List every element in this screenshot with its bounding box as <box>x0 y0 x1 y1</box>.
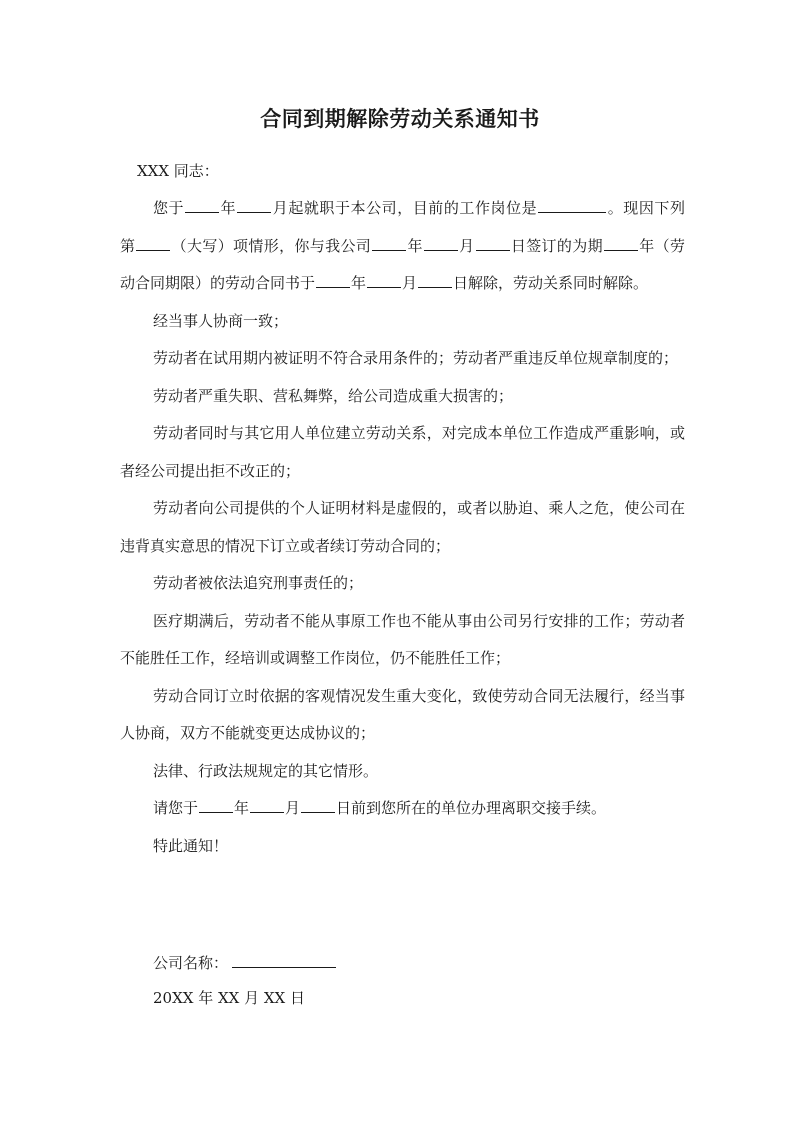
paragraph-handover <box>120 790 685 828</box>
blank-term-years <box>604 233 638 251</box>
paragraph-item-8: 劳动合同订立时依据的客观情况发生重大变化，致使劳动合同无法履行，经当事人协商，双方不能就变更达成协议的； <box>120 686 685 742</box>
text-segment: 年 <box>220 199 237 217</box>
blank-handover-day <box>301 795 335 813</box>
text-segment: 月 <box>402 274 418 292</box>
company-name-label: 公司名称： <box>153 954 229 972</box>
salutation: XXX 同志： <box>137 162 219 180</box>
document-body <box>120 190 685 865</box>
text-segment: 日前到您所在的单位办理离职交接手续。 <box>336 799 607 817</box>
blank-item-number <box>136 233 170 251</box>
blank-handover-month <box>250 795 284 813</box>
blank-sign-month <box>424 233 458 251</box>
paragraph-item-6: 劳动者被依法追究刑事责任的； <box>153 574 364 592</box>
paragraph-item-3: 劳动者严重失职、营私舞弊，给公司造成重大损害的； <box>153 386 514 405</box>
text-segment: （大写）项情形，你与我公司 <box>171 236 372 255</box>
text-segment: 您于 <box>153 199 185 217</box>
blank-sign-year <box>372 233 406 251</box>
blank-sign-day <box>476 233 510 251</box>
text-segment: 年 <box>351 274 367 292</box>
paragraph-item-4: 劳动者同时与其它用人单位建立劳动关系，对完成本单位工作造成严重影响，或者经公司提出拒不改正的； <box>120 424 685 480</box>
paragraph-item-1: 经当事人协商一致； <box>153 311 289 330</box>
blank-position <box>538 195 606 213</box>
blank-end-month <box>367 270 401 288</box>
blank-end-day <box>418 270 452 288</box>
paragraph-item-5: 劳动者向公司提供的个人证明材料是虚假的，或者以胁迫、乘人之危，使公司在违背真实意思的情况下订立或者续订劳动合同的； <box>120 499 685 555</box>
paragraph-item-9: 法律、行政法规规定的其它情形。 <box>153 761 379 780</box>
company-name-line <box>153 950 336 974</box>
text-segment: 请您于 <box>153 799 199 817</box>
paragraph-item-7: 医疗期满后，劳动者不能从事原工作也不能从事由公司另行安排的工作；劳动者不能胜任工作，经培训或调整工作岗位，仍不能胜任工作； <box>120 611 685 667</box>
company-name-blank <box>232 950 336 968</box>
signature-date: 20XX 年 XX 月 XX 日 <box>153 989 305 1007</box>
text-segment: 月 <box>285 799 301 817</box>
paragraph-employment-info <box>120 190 685 303</box>
text-segment: 年 <box>407 236 423 255</box>
text-segment: 日解除，劳动关系同时解除。 <box>453 274 649 292</box>
blank-end-year <box>316 270 350 288</box>
text-segment: 。现因下列第 <box>120 199 685 255</box>
document-title: 合同到期解除劳动关系通知书 <box>260 106 540 131</box>
text-segment: 年（劳动合同期限）的劳动合同书于 <box>120 236 685 292</box>
blank-handover-year <box>199 795 233 813</box>
blank-month <box>237 195 271 213</box>
text-segment: 月起就职于本公司，目前的工作岗位是 <box>272 199 538 217</box>
text-segment: 年 <box>234 799 250 817</box>
paragraph-closing: 特此通知！ <box>153 836 229 855</box>
blank-year <box>185 195 219 213</box>
paragraph-item-2: 劳动者在试用期内被证明不符合录用条件的；劳动者严重违反单位规章制度的； <box>153 349 679 367</box>
text-segment: 月 <box>458 236 475 255</box>
text-segment: 日签订的为期 <box>510 236 603 255</box>
